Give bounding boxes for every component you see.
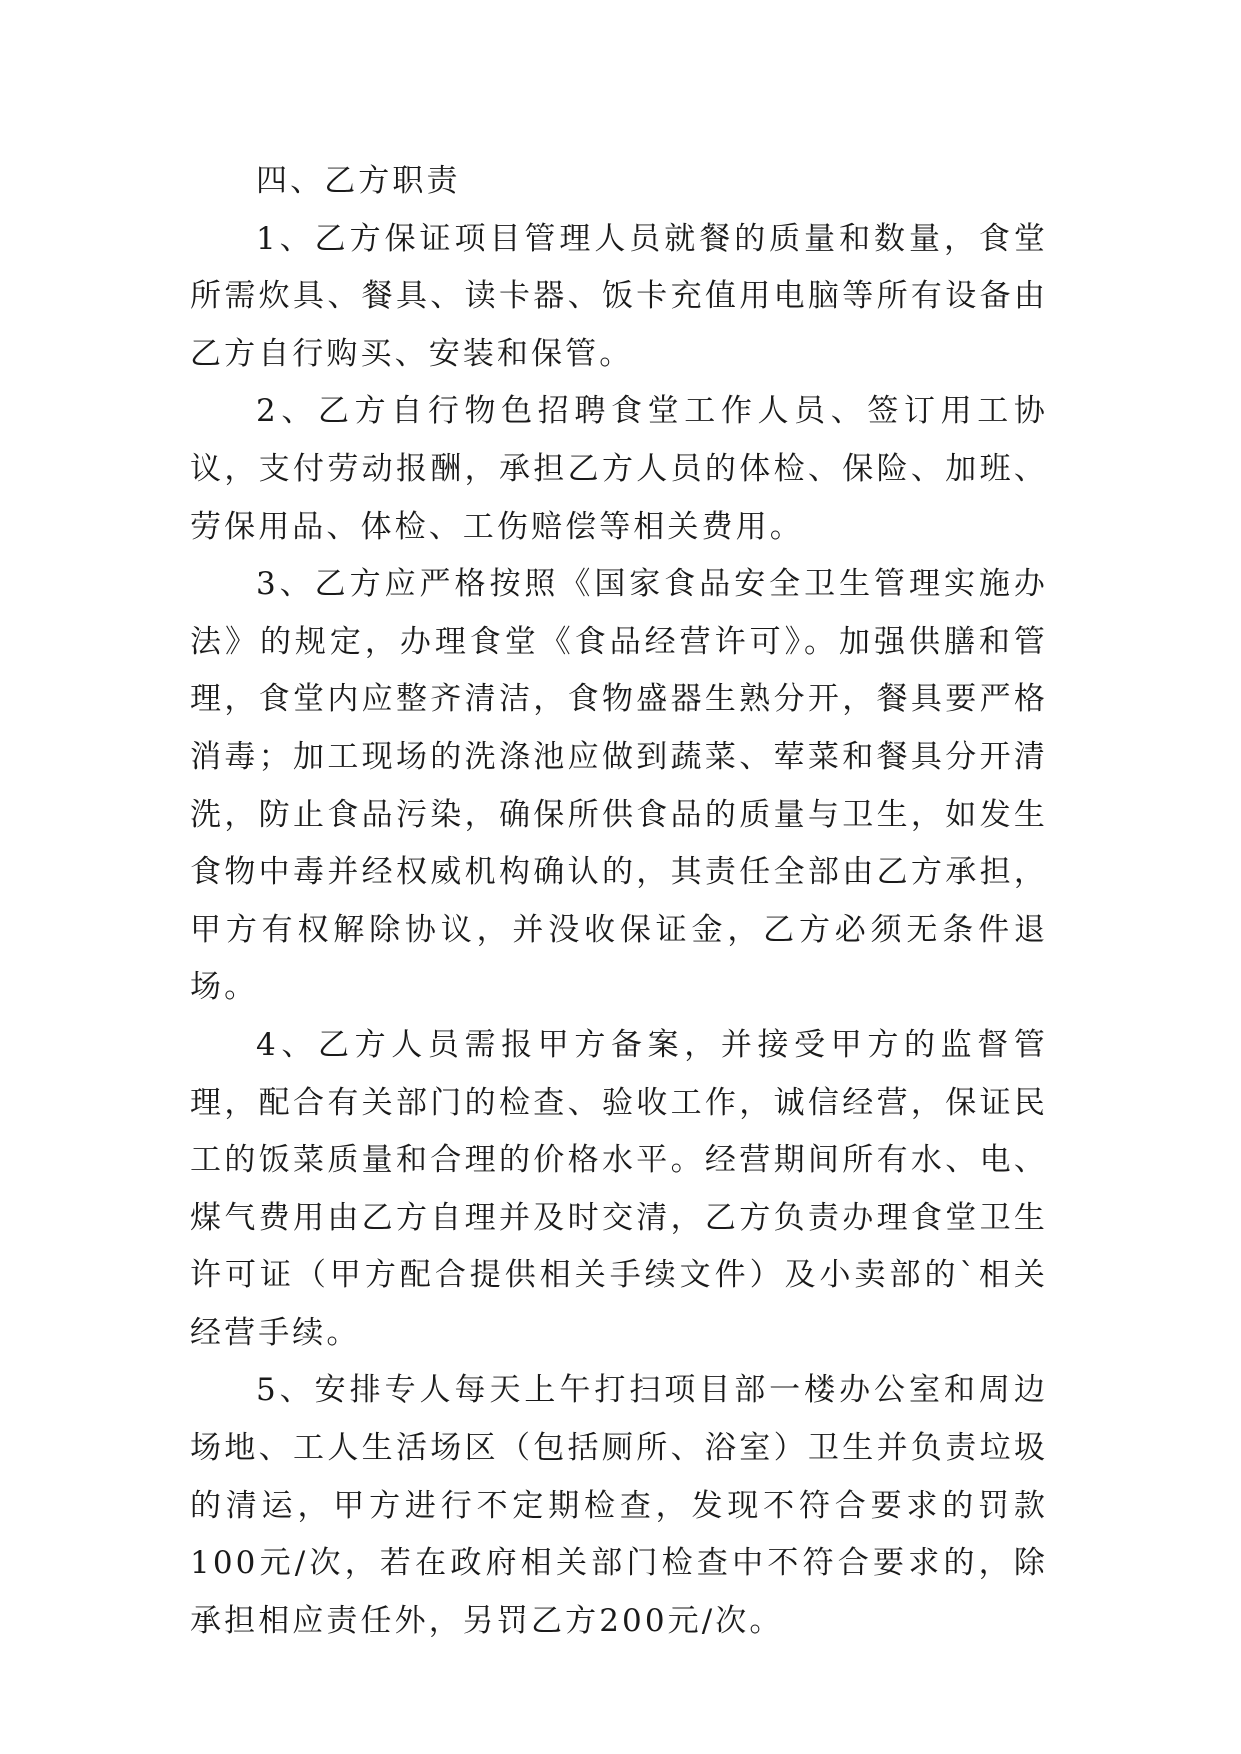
clause-5: 5、安排专人每天上午打扫项目部一楼办公室和周边场地、工人生活场区（包括厕所、浴室）卫生并负责垃圾的清运，甲方进行不定期检查，发现不符合要求的罚款100元/次，若在政府相关部门检查中不符合要求的，除承担相应责任外，另罚乙方200元/次。 [190,1372,1048,1639]
clause-1: 1、乙方保证项目管理人员就餐的质量和数量，食堂所需炊具、餐具、读卡器、饭卡充值用电脑等所有设备由乙方自行购买、安装和保管。 [190,220,1048,372]
section-heading: 四、乙方职责 [256,163,461,199]
clause-2: 2、乙方自行物色招聘食堂工作人员、签订用工协议，支付劳动报酬，承担乙方人员的体检、保险、加班、劳保用品、体检、工伤赔偿等相关费用。 [190,393,1048,545]
clause-4: 4、乙方人员需报甲方备案，并接受甲方的监督管理，配合有关部门的检查、验收工作，诚信经营，保证民工的饭菜质量和合理的价格水平。经营期间所有水、电、煤气费用由乙方自理并及时交清，乙方负责办理食堂卫生许可证（甲方配合提供相关手续文件）及小卖部的`相关经营手续。 [190,1026,1048,1351]
document-body [190,153,1048,1650]
clause-3: 3、乙方应严格按照《国家食品安全卫生管理实施办法》的规定，办理食堂《食品经营许可》。加强供膳和管理，食堂内应整齐清洁，食物盛器生熟分开，餐具要严格消毒；加工现场的洗涤池应做到蔬菜、荤菜和餐具分开清洗，防止食品污染，确保所供食品的质量与卫生，如发生食物中毒并经权威机构确认的，其责任全部由乙方承担，甲方有权解除协议，并没收保证金，乙方必须无条件退场。 [190,566,1048,1006]
